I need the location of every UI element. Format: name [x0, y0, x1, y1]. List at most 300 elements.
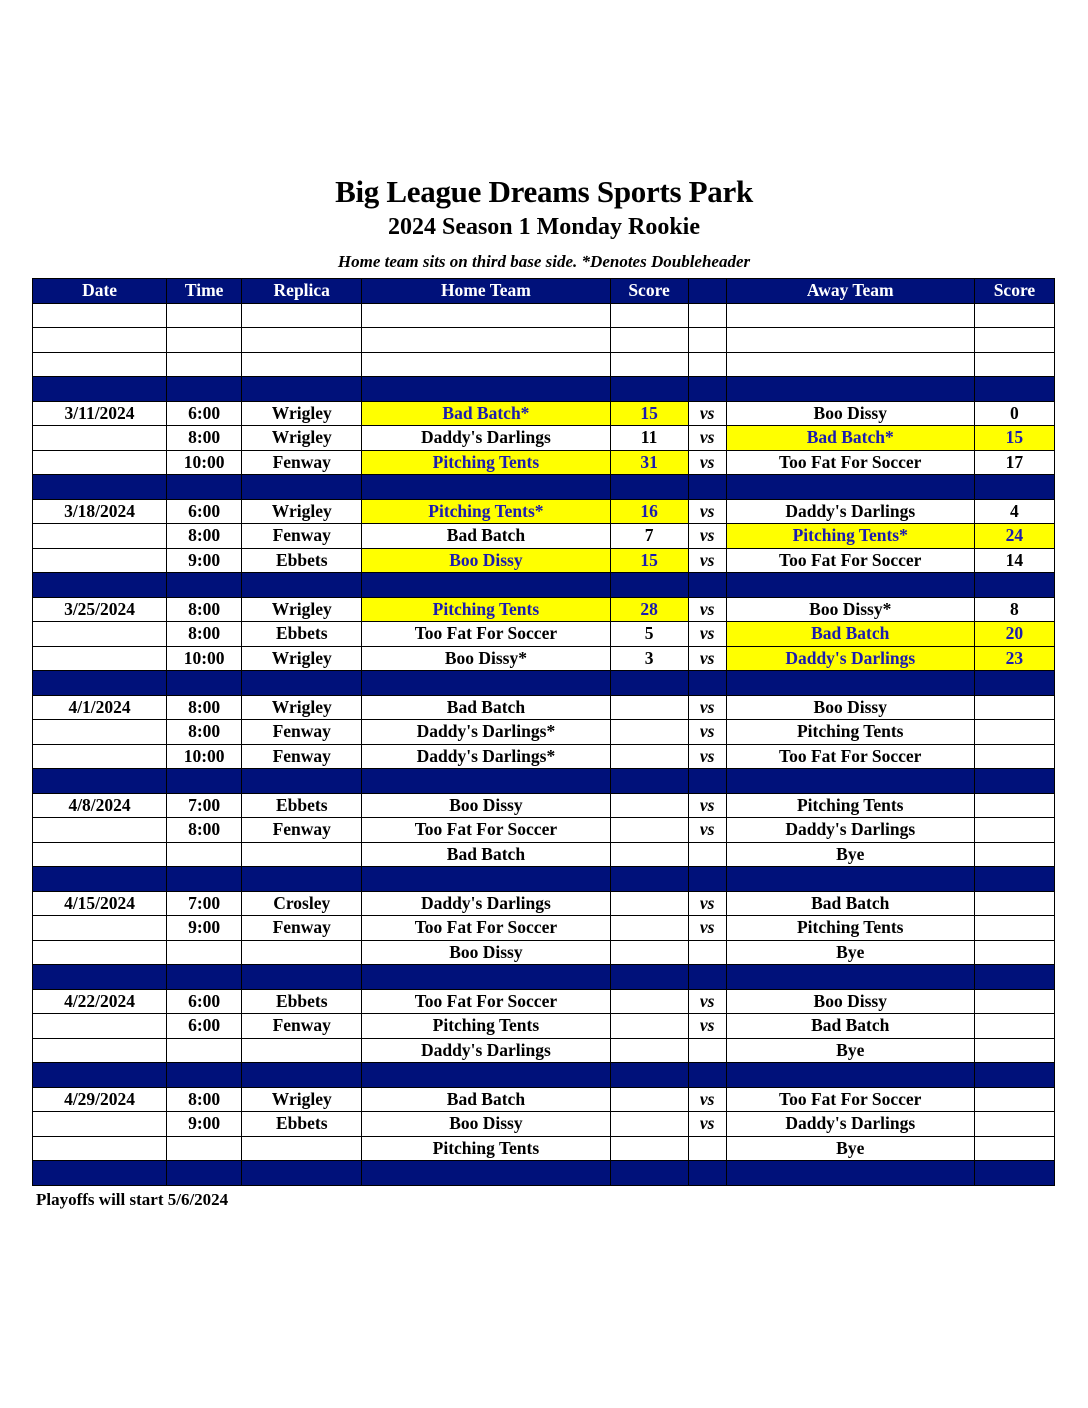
away-team-cell: Daddy's Darlings — [726, 499, 974, 524]
vs-cell — [688, 769, 726, 794]
home-score-cell — [610, 793, 688, 818]
game-row — [33, 548, 1055, 573]
replica-cell: Wrigley — [242, 499, 362, 524]
home-score-cell: 11 — [610, 426, 688, 451]
away-score-cell — [974, 1038, 1054, 1063]
vs-cell — [688, 573, 726, 598]
vs-cell: vs — [688, 695, 726, 720]
replica-cell: Fenway — [242, 744, 362, 769]
vs-cell — [688, 1063, 726, 1088]
time-cell — [167, 867, 242, 892]
time-cell: 10:00 — [167, 450, 242, 475]
date-cell — [33, 940, 167, 965]
vs-cell — [688, 940, 726, 965]
date-cell — [33, 377, 167, 402]
time-cell — [167, 1038, 242, 1063]
home-score-cell: 7 — [610, 524, 688, 549]
home-team-cell: Pitching Tents — [362, 450, 610, 475]
time-cell: 8:00 — [167, 1087, 242, 1112]
away-score-cell — [974, 1161, 1054, 1186]
home-score-cell — [610, 573, 688, 598]
date-cell — [33, 475, 167, 500]
game-row — [33, 1038, 1055, 1063]
date-cell: 4/22/2024 — [33, 989, 167, 1014]
away-score-cell: 14 — [974, 548, 1054, 573]
time-cell: 6:00 — [167, 401, 242, 426]
home-team-cell: Too Fat For Soccer — [362, 818, 610, 843]
away-team-cell — [726, 377, 974, 402]
game-row — [33, 499, 1055, 524]
time-cell: 10:00 — [167, 646, 242, 671]
header-home-team: Home Team — [362, 279, 610, 304]
playoffs-note: Playoffs will start 5/6/2024 — [36, 1190, 229, 1209]
away-score-cell — [974, 695, 1054, 720]
time-cell: 6:00 — [167, 499, 242, 524]
date-cell — [33, 450, 167, 475]
vs-cell: vs — [688, 891, 726, 916]
home-team-cell — [362, 671, 610, 696]
home-score-cell — [610, 352, 688, 377]
game-row — [33, 622, 1055, 647]
away-team-cell: Too Fat For Soccer — [726, 548, 974, 573]
game-row — [33, 524, 1055, 549]
away-score-cell — [974, 1014, 1054, 1039]
home-team-cell: Bad Batch — [362, 842, 610, 867]
vs-cell: vs — [688, 1112, 726, 1137]
vs-cell: vs — [688, 426, 726, 451]
away-team-cell: Too Fat For Soccer — [726, 450, 974, 475]
home-team-cell — [362, 303, 610, 328]
header-away-score: Score — [974, 279, 1054, 304]
away-team-cell — [726, 867, 974, 892]
game-row — [33, 401, 1055, 426]
away-score-cell — [974, 989, 1054, 1014]
home-score-cell — [610, 1161, 688, 1186]
away-team-cell — [726, 671, 974, 696]
header-away-team: Away Team — [726, 279, 974, 304]
replica-cell: Wrigley — [242, 597, 362, 622]
away-team-cell: Too Fat For Soccer — [726, 1087, 974, 1112]
time-cell: 7:00 — [167, 891, 242, 916]
date-cell — [33, 573, 167, 598]
home-score-cell — [610, 1112, 688, 1137]
home-team-cell: Boo Dissy — [362, 548, 610, 573]
game-row — [33, 1087, 1055, 1112]
home-score-cell — [610, 1014, 688, 1039]
home-score-cell — [610, 1087, 688, 1112]
away-team-cell: Bye — [726, 842, 974, 867]
date-cell — [33, 671, 167, 696]
time-cell: 8:00 — [167, 695, 242, 720]
away-team-cell — [726, 328, 974, 353]
time-cell: 8:00 — [167, 597, 242, 622]
vs-cell: vs — [688, 818, 726, 843]
home-score-cell — [610, 965, 688, 990]
time-cell: 8:00 — [167, 426, 242, 451]
vs-cell — [688, 1038, 726, 1063]
replica-cell — [242, 475, 362, 500]
home-score-cell — [610, 891, 688, 916]
time-cell: 6:00 — [167, 1014, 242, 1039]
game-row — [33, 1136, 1055, 1161]
replica-cell: Crosley — [242, 891, 362, 916]
time-cell: 9:00 — [167, 1112, 242, 1137]
schedule-table — [32, 278, 1055, 1186]
replica-cell: Ebbets — [242, 622, 362, 647]
home-team-cell: Bad Batch — [362, 524, 610, 549]
vs-cell — [688, 475, 726, 500]
date-cell — [33, 1063, 167, 1088]
date-cell: 4/15/2024 — [33, 891, 167, 916]
replica-cell — [242, 303, 362, 328]
vs-cell — [688, 867, 726, 892]
replica-cell: Ebbets — [242, 793, 362, 818]
away-team-cell — [726, 303, 974, 328]
time-cell — [167, 573, 242, 598]
replica-cell: Wrigley — [242, 426, 362, 451]
away-score-cell — [974, 573, 1054, 598]
away-score-cell — [974, 475, 1054, 500]
home-score-cell — [610, 842, 688, 867]
replica-cell — [242, 1136, 362, 1161]
replica-cell: Fenway — [242, 450, 362, 475]
time-cell — [167, 328, 242, 353]
vs-cell — [688, 1136, 726, 1161]
home-team-cell — [362, 867, 610, 892]
time-cell — [167, 940, 242, 965]
time-cell — [167, 1136, 242, 1161]
away-score-cell — [974, 352, 1054, 377]
date-cell: 4/1/2024 — [33, 695, 167, 720]
blank-row — [33, 303, 1055, 328]
home-team-cell: Boo Dissy* — [362, 646, 610, 671]
away-team-cell: Pitching Tents — [726, 916, 974, 941]
home-team-cell: Pitching Tents* — [362, 499, 610, 524]
away-score-cell — [974, 1136, 1054, 1161]
game-row — [33, 450, 1055, 475]
home-score-cell: 5 — [610, 622, 688, 647]
date-cell — [33, 769, 167, 794]
home-team-cell — [362, 573, 610, 598]
home-team-cell: Too Fat For Soccer — [362, 622, 610, 647]
home-score-cell — [610, 328, 688, 353]
game-row — [33, 426, 1055, 451]
game-row — [33, 695, 1055, 720]
replica-cell — [242, 352, 362, 377]
replica-cell — [242, 671, 362, 696]
home-team-cell: Boo Dissy — [362, 940, 610, 965]
away-score-cell — [974, 328, 1054, 353]
away-score-cell: 4 — [974, 499, 1054, 524]
home-score-cell: 16 — [610, 499, 688, 524]
time-cell: 9:00 — [167, 916, 242, 941]
home-score-cell: 28 — [610, 597, 688, 622]
vs-cell — [688, 328, 726, 353]
replica-cell: Wrigley — [242, 695, 362, 720]
away-score-cell — [974, 744, 1054, 769]
date-cell — [33, 548, 167, 573]
home-team-cell: Daddy's Darlings — [362, 426, 610, 451]
replica-cell: Fenway — [242, 720, 362, 745]
away-team-cell: Bad Batch — [726, 622, 974, 647]
home-score-cell — [610, 475, 688, 500]
home-team-cell — [362, 377, 610, 402]
home-team-cell: Boo Dissy — [362, 1112, 610, 1137]
home-score-cell — [610, 720, 688, 745]
home-score-cell — [610, 818, 688, 843]
away-team-cell: Boo Dissy — [726, 695, 974, 720]
vs-cell: vs — [688, 989, 726, 1014]
vs-cell — [688, 671, 726, 696]
game-row — [33, 842, 1055, 867]
away-score-cell: 24 — [974, 524, 1054, 549]
away-team-cell: Bye — [726, 1038, 974, 1063]
time-cell — [167, 303, 242, 328]
away-team-cell: Boo Dissy* — [726, 597, 974, 622]
away-team-cell: Boo Dissy — [726, 401, 974, 426]
schedule-body — [33, 303, 1055, 1185]
replica-cell: Ebbets — [242, 989, 362, 1014]
away-team-cell: Daddy's Darlings — [726, 1112, 974, 1137]
date-cell — [33, 818, 167, 843]
vs-cell: vs — [688, 793, 726, 818]
game-row — [33, 646, 1055, 671]
replica-cell — [242, 842, 362, 867]
home-team-cell — [362, 352, 610, 377]
away-score-cell — [974, 867, 1054, 892]
vs-cell: vs — [688, 1087, 726, 1112]
replica-cell — [242, 769, 362, 794]
time-cell: 9:00 — [167, 548, 242, 573]
home-team-cell — [362, 328, 610, 353]
replica-cell — [242, 328, 362, 353]
away-team-cell: Bye — [726, 940, 974, 965]
home-score-cell — [610, 303, 688, 328]
separator-row — [33, 769, 1055, 794]
home-team-cell: Too Fat For Soccer — [362, 916, 610, 941]
away-score-cell: 20 — [974, 622, 1054, 647]
header-row — [33, 279, 1055, 304]
home-score-cell — [610, 940, 688, 965]
time-cell: 8:00 — [167, 524, 242, 549]
vs-cell — [688, 303, 726, 328]
vs-cell: vs — [688, 548, 726, 573]
date-cell — [33, 524, 167, 549]
away-score-cell: 23 — [974, 646, 1054, 671]
game-row — [33, 989, 1055, 1014]
home-score-cell: 15 — [610, 548, 688, 573]
game-row — [33, 891, 1055, 916]
date-cell: 4/29/2024 — [33, 1087, 167, 1112]
away-score-cell — [974, 377, 1054, 402]
time-cell: 7:00 — [167, 793, 242, 818]
home-team-cell — [362, 769, 610, 794]
away-team-cell: Bad Batch* — [726, 426, 974, 451]
home-score-cell — [610, 867, 688, 892]
away-score-cell — [974, 303, 1054, 328]
home-score-cell — [610, 744, 688, 769]
separator-row — [33, 475, 1055, 500]
away-team-cell: Pitching Tents — [726, 793, 974, 818]
replica-cell: Fenway — [242, 818, 362, 843]
home-score-cell — [610, 1063, 688, 1088]
time-cell — [167, 1063, 242, 1088]
home-score-cell: 31 — [610, 450, 688, 475]
vs-cell: vs — [688, 401, 726, 426]
replica-cell: Ebbets — [242, 548, 362, 573]
game-row — [33, 744, 1055, 769]
vs-cell: vs — [688, 499, 726, 524]
separator-row — [33, 671, 1055, 696]
away-score-cell — [974, 1112, 1054, 1137]
away-team-cell: Daddy's Darlings — [726, 646, 974, 671]
vs-cell: vs — [688, 744, 726, 769]
date-cell — [33, 916, 167, 941]
time-cell: 8:00 — [167, 818, 242, 843]
away-team-cell: Too Fat For Soccer — [726, 744, 974, 769]
away-team-cell: Bad Batch — [726, 891, 974, 916]
blank-row — [33, 328, 1055, 353]
away-team-cell: Pitching Tents* — [726, 524, 974, 549]
replica-cell: Fenway — [242, 1014, 362, 1039]
replica-cell — [242, 867, 362, 892]
date-cell: 4/8/2024 — [33, 793, 167, 818]
away-team-cell — [726, 965, 974, 990]
away-team-cell — [726, 573, 974, 598]
date-cell — [33, 1014, 167, 1039]
away-team-cell: Pitching Tents — [726, 720, 974, 745]
date-cell — [33, 352, 167, 377]
home-score-cell: 15 — [610, 401, 688, 426]
replica-cell — [242, 1063, 362, 1088]
date-cell — [33, 622, 167, 647]
replica-cell — [242, 1161, 362, 1186]
game-row — [33, 916, 1055, 941]
vs-cell — [688, 1161, 726, 1186]
time-cell: 8:00 — [167, 622, 242, 647]
time-cell — [167, 352, 242, 377]
home-score-cell — [610, 671, 688, 696]
date-cell — [33, 744, 167, 769]
home-score-cell — [610, 916, 688, 941]
vs-cell — [688, 842, 726, 867]
home-score-cell — [610, 377, 688, 402]
game-row — [33, 597, 1055, 622]
game-row — [33, 793, 1055, 818]
away-score-cell — [974, 916, 1054, 941]
replica-cell: Fenway — [242, 916, 362, 941]
page-subtitle: 2024 Season 1 Monday Rookie — [387, 214, 701, 240]
date-cell — [33, 842, 167, 867]
away-score-cell — [974, 1087, 1054, 1112]
replica-cell — [242, 573, 362, 598]
replica-cell — [242, 377, 362, 402]
home-score-cell — [610, 1038, 688, 1063]
home-team-cell: Daddy's Darlings* — [362, 744, 610, 769]
header-replica: Replica — [242, 279, 362, 304]
away-team-cell — [726, 1063, 974, 1088]
home-team-cell — [362, 1161, 610, 1186]
vs-cell — [688, 965, 726, 990]
away-team-cell: Bad Batch — [726, 1014, 974, 1039]
away-score-cell — [974, 671, 1054, 696]
separator-row — [33, 573, 1055, 598]
date-cell — [33, 646, 167, 671]
header-home-score: Score — [610, 279, 688, 304]
home-team-cell: Bad Batch — [362, 695, 610, 720]
home-score-cell — [610, 989, 688, 1014]
home-team-cell — [362, 965, 610, 990]
home-team-cell: Bad Batch — [362, 1087, 610, 1112]
home-score-cell — [610, 695, 688, 720]
away-score-cell — [974, 891, 1054, 916]
vs-cell: vs — [688, 1014, 726, 1039]
game-row — [33, 940, 1055, 965]
date-cell — [33, 1038, 167, 1063]
away-score-cell: 0 — [974, 401, 1054, 426]
away-score-cell: 17 — [974, 450, 1054, 475]
time-cell — [167, 842, 242, 867]
away-score-cell — [974, 842, 1054, 867]
away-score-cell — [974, 769, 1054, 794]
home-team-cell: Pitching Tents — [362, 597, 610, 622]
vs-cell: vs — [688, 597, 726, 622]
replica-cell: Ebbets — [242, 1112, 362, 1137]
date-cell — [33, 867, 167, 892]
date-cell — [33, 303, 167, 328]
replica-cell: Wrigley — [242, 646, 362, 671]
home-team-cell: Too Fat For Soccer — [362, 989, 610, 1014]
date-cell: 3/25/2024 — [33, 597, 167, 622]
home-team-cell — [362, 475, 610, 500]
away-score-cell — [974, 793, 1054, 818]
away-score-cell — [974, 818, 1054, 843]
away-score-cell: 15 — [974, 426, 1054, 451]
date-cell — [33, 1136, 167, 1161]
date-cell — [33, 965, 167, 990]
header-vs — [688, 279, 726, 304]
away-score-cell — [974, 940, 1054, 965]
home-score-cell — [610, 769, 688, 794]
replica-cell — [242, 940, 362, 965]
home-team-cell — [362, 1063, 610, 1088]
separator-row — [33, 1063, 1055, 1088]
replica-cell: Wrigley — [242, 401, 362, 426]
home-score-cell: 3 — [610, 646, 688, 671]
replica-cell — [242, 1038, 362, 1063]
time-cell — [167, 769, 242, 794]
vs-cell — [688, 377, 726, 402]
vs-cell: vs — [688, 524, 726, 549]
time-cell — [167, 475, 242, 500]
blank-row — [33, 352, 1055, 377]
replica-cell: Wrigley — [242, 1087, 362, 1112]
time-cell: 8:00 — [167, 720, 242, 745]
header-date: Date — [33, 279, 167, 304]
away-team-cell — [726, 1161, 974, 1186]
away-team-cell: Daddy's Darlings — [726, 818, 974, 843]
away-score-cell — [974, 965, 1054, 990]
home-team-cell: Daddy's Darlings — [362, 891, 610, 916]
separator-row — [33, 377, 1055, 402]
separator-row — [33, 867, 1055, 892]
vs-cell: vs — [688, 916, 726, 941]
separator-row — [33, 1161, 1055, 1186]
away-team-cell: Bye — [726, 1136, 974, 1161]
vs-cell: vs — [688, 646, 726, 671]
date-cell — [33, 328, 167, 353]
game-row — [33, 720, 1055, 745]
